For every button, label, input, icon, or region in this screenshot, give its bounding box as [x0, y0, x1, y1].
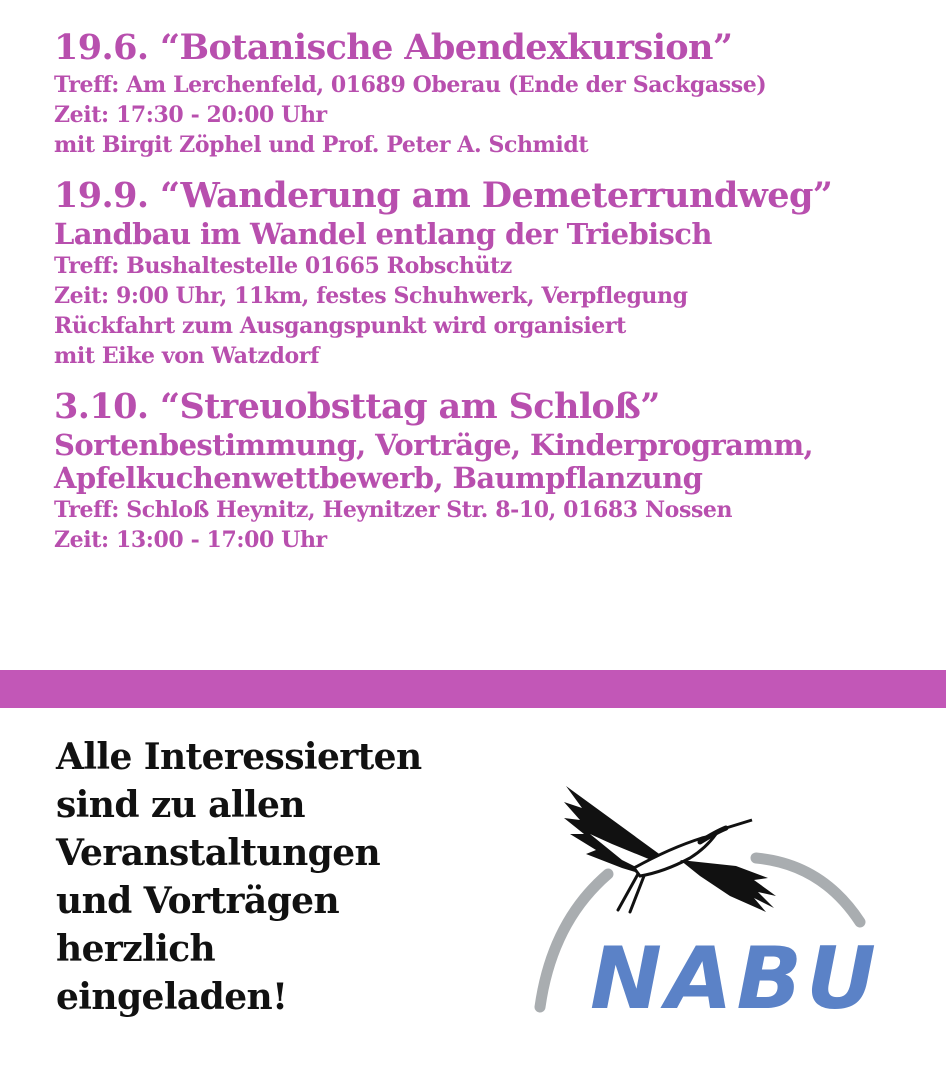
event-title: 3.10. “Streuobsttag am Schloß”: [54, 386, 660, 427]
event-subtitle: Apfelkuchenwettbewerb, Baumpflanzung: [54, 461, 703, 495]
invitation-text: [56, 733, 422, 1021]
event-subtitle: Sortenbestimmung, Vorträge, Kinderprogramm,: [54, 428, 814, 462]
invitation-line: herzlich: [56, 928, 216, 970]
event-time: Zeit: 17:30 - 20:00 Uhr: [54, 102, 327, 128]
invitation-line: Veranstaltungen: [56, 832, 381, 874]
invitation-line: sind zu allen: [56, 784, 305, 826]
event-botanische-abendexkursion: [54, 26, 934, 160]
invitation-line: und Vorträgen: [56, 880, 340, 922]
event-title: 19.6. “Botanische Abendexkursion”: [54, 27, 733, 68]
nabu-logo: [530, 772, 910, 1032]
event-streuobsttag: [54, 385, 934, 555]
event-time: Zeit: 9:00 Uhr, 11km, festes Schuhwerk, Verpflegung: [54, 283, 688, 309]
event-guides: mit Eike von Watzdorf: [54, 343, 320, 369]
event-note: Rückfahrt zum Ausgangspunkt wird organisiert: [54, 313, 626, 339]
event-subtitle: Landbau im Wandel entlang der Triebisch: [54, 217, 712, 251]
logo-text: NABU: [590, 929, 880, 1029]
event-meeting-point: Treff: Schloß Heynitz, Heynitzer Str. 8-10, 01683 Nossen: [54, 497, 733, 523]
divider-band: [0, 670, 946, 708]
invitation-line: eingeladen!: [56, 976, 288, 1018]
event-guides: mit Birgit Zöphel und Prof. Peter A. Schmidt: [54, 132, 589, 158]
event-time: Zeit: 13:00 - 17:00 Uhr: [54, 527, 327, 553]
invitation-line: Alle Interessierten: [56, 736, 422, 778]
logo-arc-right: [756, 858, 860, 922]
event-title: 19.9. “Wanderung am Demeterrundweg”: [54, 175, 833, 216]
event-list: [54, 26, 934, 555]
event-meeting-point: Treff: Bushaltestelle 01665 Robschütz: [54, 253, 512, 279]
event-meeting-point: Treff: Am Lerchenfeld, 01689 Oberau (Ende der Sackgasse): [54, 72, 767, 98]
event-wanderung-demeterrundweg: [54, 174, 934, 371]
